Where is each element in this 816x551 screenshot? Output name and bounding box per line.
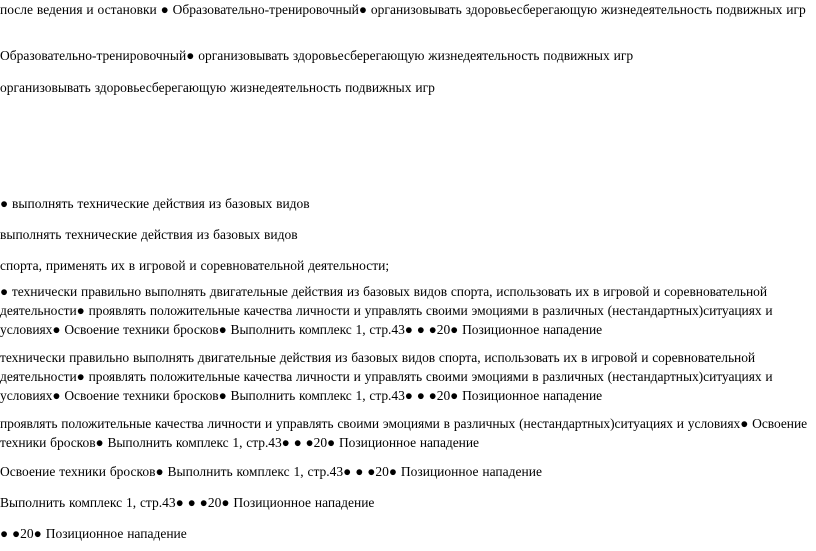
paragraph-6: спорта, применять их в игровой и соревновательной деятельности; bbox=[0, 258, 390, 273]
paragraph-4: ● выполнять технические действия из базовых видов bbox=[0, 196, 310, 211]
paragraph-2: Образовательно-тренировочный● организовывать здоровьесберегающую жизнедеятельность подвижных игр bbox=[0, 48, 634, 63]
paragraph-5: выполнять технические действия из базовых видов bbox=[0, 227, 298, 242]
paragraph-10: Освоение техники бросков● Выполнить комплекс 1, стр.43● ● ●20● Позиционное нападение bbox=[0, 464, 542, 479]
paragraph-7: ● технически правильно выполнять двигательные действия из базовых видов спорта, использовать их в игровой и соревновательной деятельности● проявлять положительные качества личности и управлять своими эмоциями в различных (нестандартных)ситуациях и условиях● Освоение техники бросков● Выполнить комплекс 1, стр.43● ● ●20● Позиционное нападение bbox=[0, 284, 773, 337]
paragraph-1: после ведения и остановки ● Образовательно-тренировочный● организовывать здоровьесберегающую жизнедеятельность подвижных игр bbox=[0, 2, 806, 17]
paragraph-3: организовывать здоровьесберегающую жизнедеятельность подвижных игр bbox=[0, 80, 435, 95]
paragraph-9: проявлять положительные качества личности и управлять своими эмоциями в различных (нестандартных)ситуациях и условиях● Освоение техники бросков● Выполнить комплекс 1, стр.43● ● ●20● Позиционное нападение bbox=[0, 416, 808, 450]
paragraph-8: технически правильно выполнять двигательные действия из базовых видов спорта, использовать их в игровой и соревновательной деятельности● проявлять положительные качества личности и управлять своими эмоциями в различных (нестандартных)ситуациях и условиях● Освоение техники бросков● Выполнить комплекс 1, стр.43● ● ●20● Позиционное нападение bbox=[0, 350, 773, 403]
paragraph-11: Выполнить комплекс 1, стр.43● ● ●20● Позиционное нападение bbox=[0, 495, 375, 510]
paragraph-12: ● ●20● Позиционное нападение bbox=[0, 526, 187, 541]
